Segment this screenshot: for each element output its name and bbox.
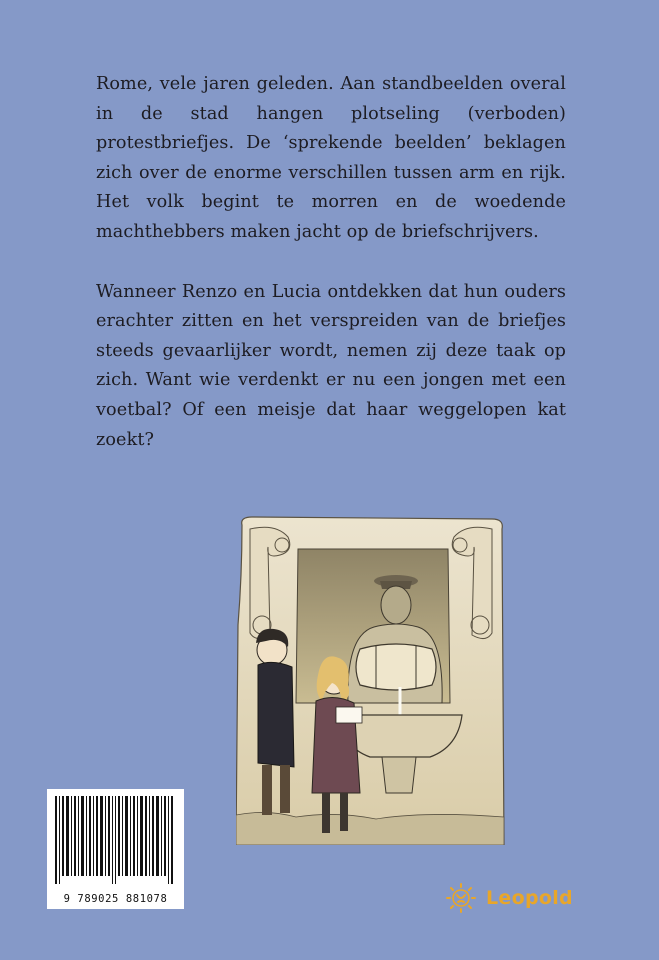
leopold-lion-logo-icon [444,881,478,915]
back-cover-blurb [96,70,566,455]
blurb-paragraph-1: Rome, vele jaren geleden. Aan standbeelden overal in de stad hangen plotseling (verboden) protestbriefjes. De ‘sprekende beelden’ beklagen zich over de enorme verschillen tussen arm en rijk. Het volk begint te morren en de woedende machthebbers maken jacht op de briefschrijvers. [96,74,566,242]
publisher-logo [444,876,573,920]
isbn-barcode [47,789,184,909]
statue-fountain-illustration [236,515,506,845]
isbn-number: 9 789025 881078 [63,893,168,905]
blurb-paragraph-2: Wanneer Renzo en Lucia ontdekken dat hun ouders erachter zitten en het verspreiden van de briefjes steeds gevaarlijker wordt, nemen zij deze taak op zich. Want wie verdenkt er nu een jongen met een voetbal? Of een meisje dat haar weggelopen kat zoekt? [96,281,566,450]
barcode-icon [55,796,176,884]
publisher-name: Leopold [486,887,573,909]
